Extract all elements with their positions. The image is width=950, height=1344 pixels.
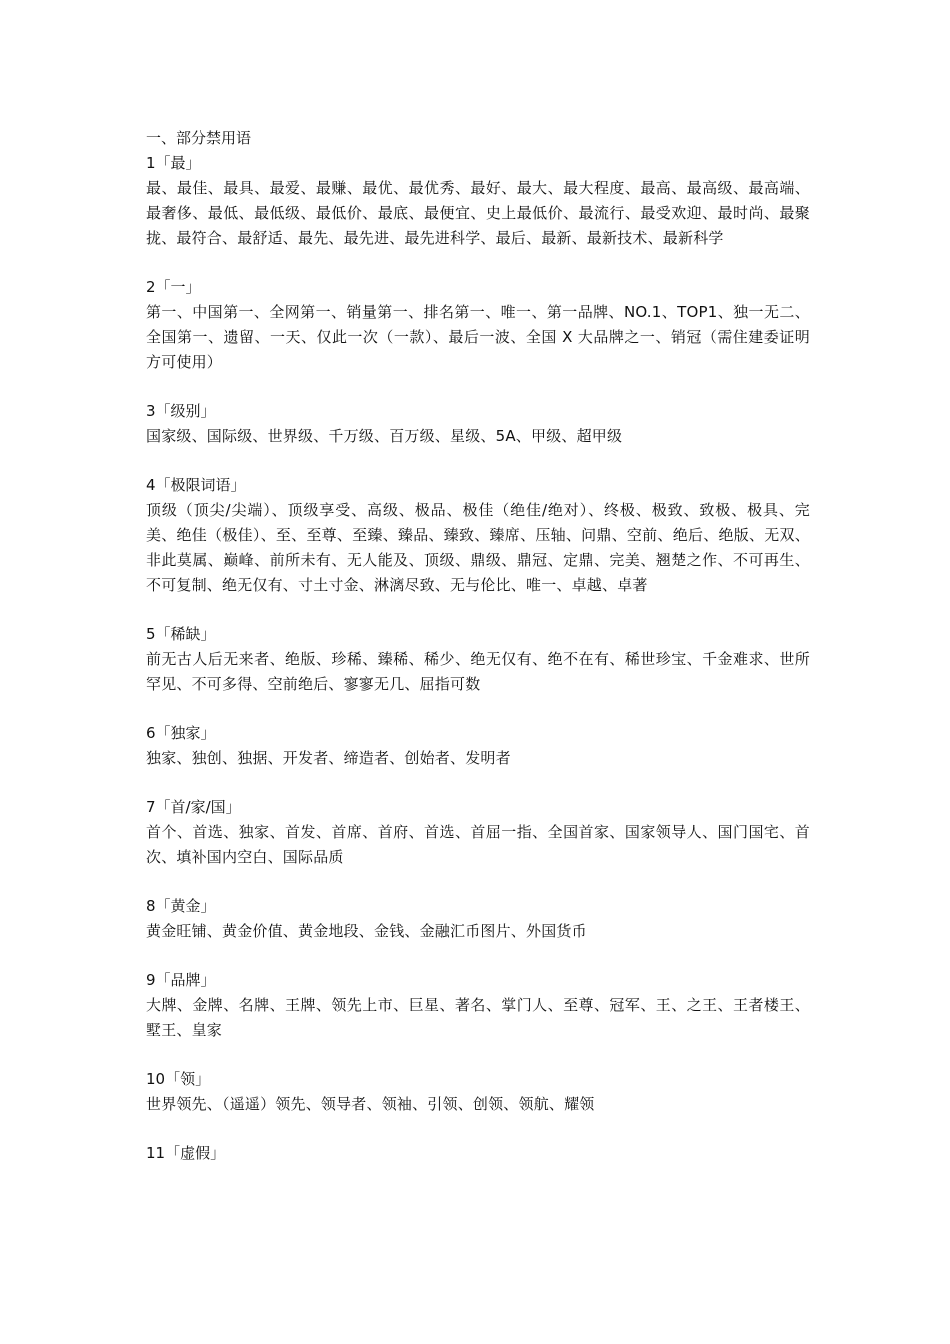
section-body: 黄金旺铺、黄金价值、黄金地段、金钱、金融汇币图片、外国货币 [146, 922, 587, 940]
section-7 [146, 795, 810, 870]
section-11 [146, 1141, 810, 1166]
section-title: 10「领」 [146, 1070, 211, 1088]
section-body: 第一、中国第一、全网第一、销量第一、排名第一、唯一、第一品牌、NO.1、TOP1、独一无二、全国第一、遗留、一天、仅此一次（一款）、最后一波、全国 X 大品牌之一、销冠（需住建委证明方可使用） [146, 303, 810, 371]
section-title: 4「极限词语」 [146, 476, 246, 494]
document-heading: 一、部分禁用语 [146, 129, 252, 147]
section-title: 1「最」 [146, 154, 201, 172]
section-title: 11「虚假」 [146, 1144, 226, 1162]
section-body: 独家、独创、独据、开发者、缔造者、创始者、发明者 [146, 749, 511, 767]
section-title: 3「级别」 [146, 402, 216, 420]
section-title: 7「首/家/国」 [146, 798, 241, 816]
section-8 [146, 894, 810, 944]
document-page [146, 126, 810, 1166]
section-6 [146, 721, 810, 771]
section-1 [146, 151, 810, 251]
section-3 [146, 399, 810, 449]
section-body: 世界领先、（遥遥）领先、领导者、领袖、引领、创领、领航、耀领 [146, 1095, 595, 1113]
section-title: 5「稀缺」 [146, 625, 216, 643]
section-title: 2「一」 [146, 278, 201, 296]
section-title: 6「独家」 [146, 724, 216, 742]
section-body: 国家级、国际级、世界级、千万级、百万级、星级、5A、甲级、超甲级 [146, 427, 623, 445]
section-4 [146, 473, 810, 598]
section-2 [146, 275, 810, 375]
section-body: 首个、首选、独家、首发、首席、首府、首选、首屈一指、全国首家、国家领导人、国门国宅、首次、填补国内空白、国际品质 [146, 823, 810, 866]
section-10 [146, 1067, 810, 1117]
section-5 [146, 622, 810, 697]
section-body: 前无古人后无来者、绝版、珍稀、臻稀、稀少、绝无仅有、绝不在有、稀世珍宝、千金难求、世所罕见、不可多得、空前绝后、寥寥无几、屈指可数 [146, 650, 810, 693]
section-body: 顶级（顶尖/尖端）、顶级享受、高级、极品、极佳（绝佳/绝对）、终极、极致、致极、极具、完美、绝佳（极佳）、至、至尊、至臻、臻品、臻致、臻席、压轴、问鼎、空前、绝后、绝版、无双、非此莫属、巅峰、前所未有、无人能及、顶级、鼎级、鼎冠、定鼎、完美、翘楚之作、不可再生、不可复制、绝无仅有、寸土寸金、淋漓尽致、无与伦比、唯一、卓越、卓著 [146, 501, 810, 594]
section-body: 大牌、金牌、名牌、王牌、领先上市、巨星、著名、掌门人、至尊、冠军、王、之王、王者楼王、墅王、皇家 [146, 996, 810, 1039]
section-title: 9「品牌」 [146, 971, 216, 989]
section-9 [146, 968, 810, 1043]
section-body: 最、最佳、最具、最爱、最赚、最优、最优秀、最好、最大、最大程度、最高、最高级、最高端、最奢侈、最低、最低级、最低价、最底、最便宜、史上最低价、最流行、最受欢迎、最时尚、最聚拢、最符合、最舒适、最先、最先进、最先进科学、最后、最新、最新技术、最新科学 [146, 179, 810, 247]
section-title: 8「黄金」 [146, 897, 216, 915]
